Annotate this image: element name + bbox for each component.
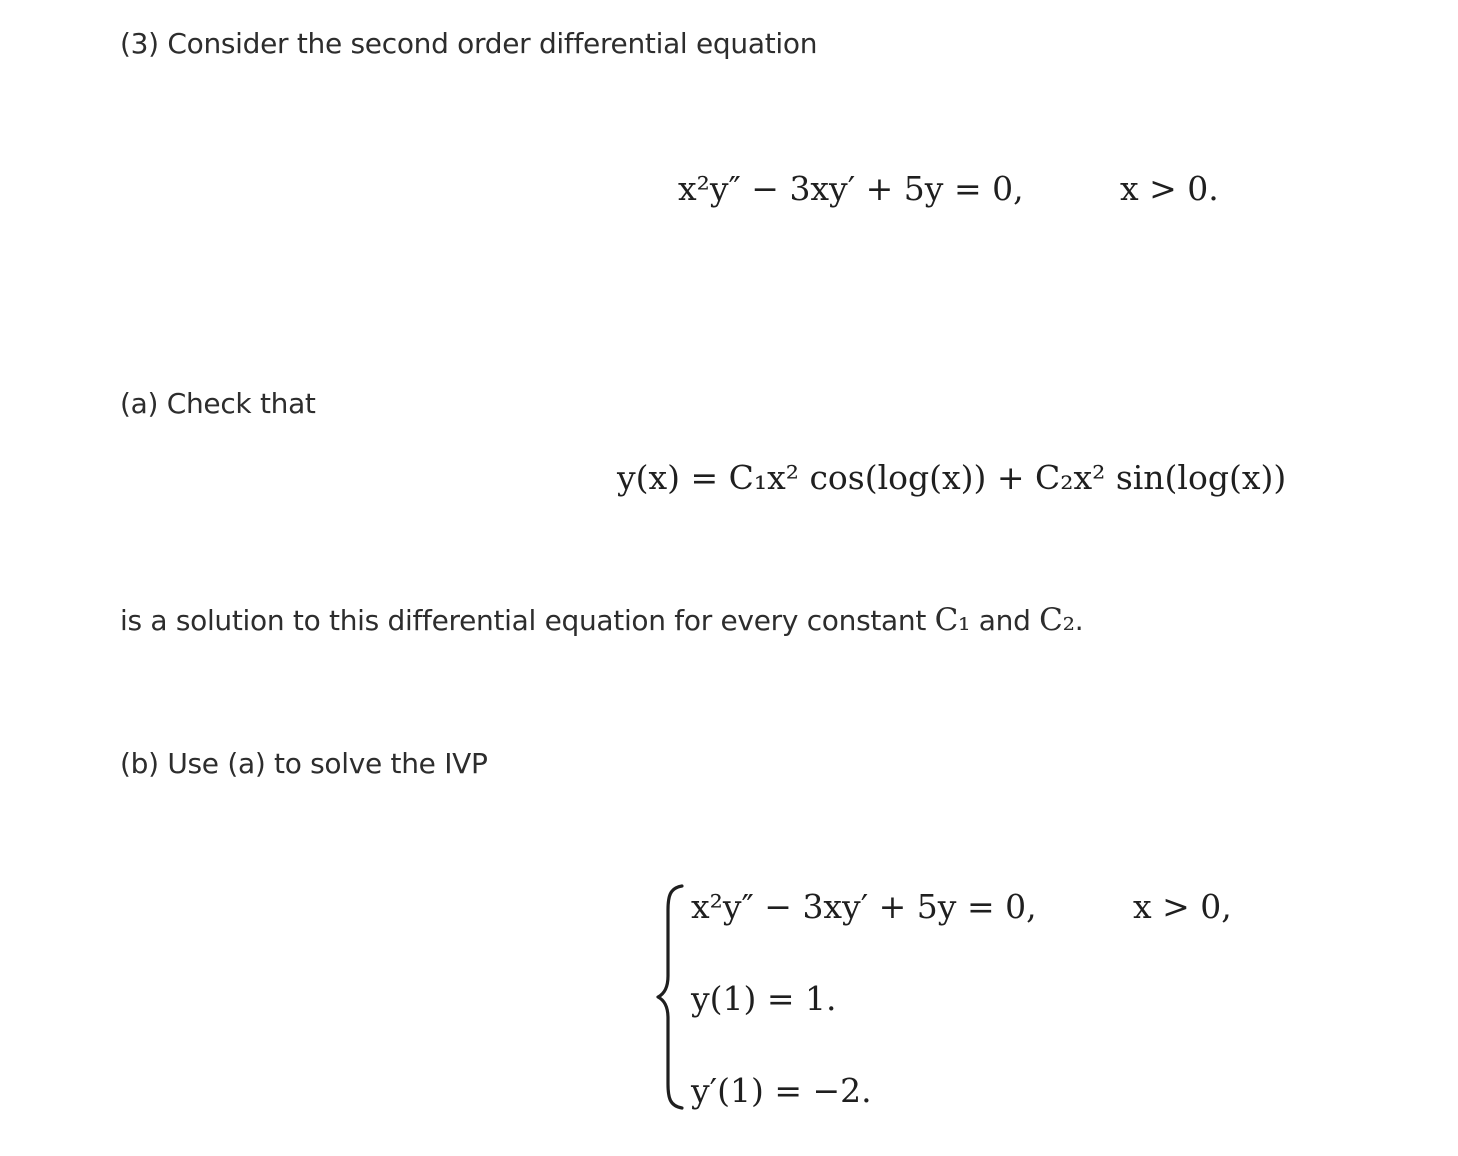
- conclusion-text: is a solution to this differential equation for every constant: [120, 604, 935, 637]
- ivp-initial-value: y(1) = 1.: [691, 979, 837, 1018]
- constant-c1: C₁: [934, 602, 971, 638]
- period: .: [1074, 604, 1084, 637]
- ivp-equation: x²y″ − 3xy′ + 5y = 0,: [691, 887, 1037, 926]
- part-b-label: (b) Use (a) to solve the IVP: [120, 747, 488, 780]
- ivp-initial-derivative: y′(1) = −2.: [691, 1071, 872, 1110]
- main-condition: x > 0.: [1120, 169, 1219, 208]
- part-a-conclusion: [120, 602, 1084, 638]
- general-solution: y(x) = C₁x² cos(log(x)) + C₂x² sin(log(x)): [617, 458, 1287, 497]
- part-a-label: (a) Check that: [120, 387, 316, 420]
- ivp-condition: x > 0,: [1133, 887, 1232, 926]
- left-brace-icon: [656, 884, 688, 1110]
- and-word: and: [970, 604, 1040, 637]
- constant-c2: C₂: [1039, 602, 1075, 638]
- main-equation: x²y″ − 3xy′ + 5y = 0,: [678, 169, 1024, 208]
- problem-intro: (3) Consider the second order differential equation: [120, 27, 818, 60]
